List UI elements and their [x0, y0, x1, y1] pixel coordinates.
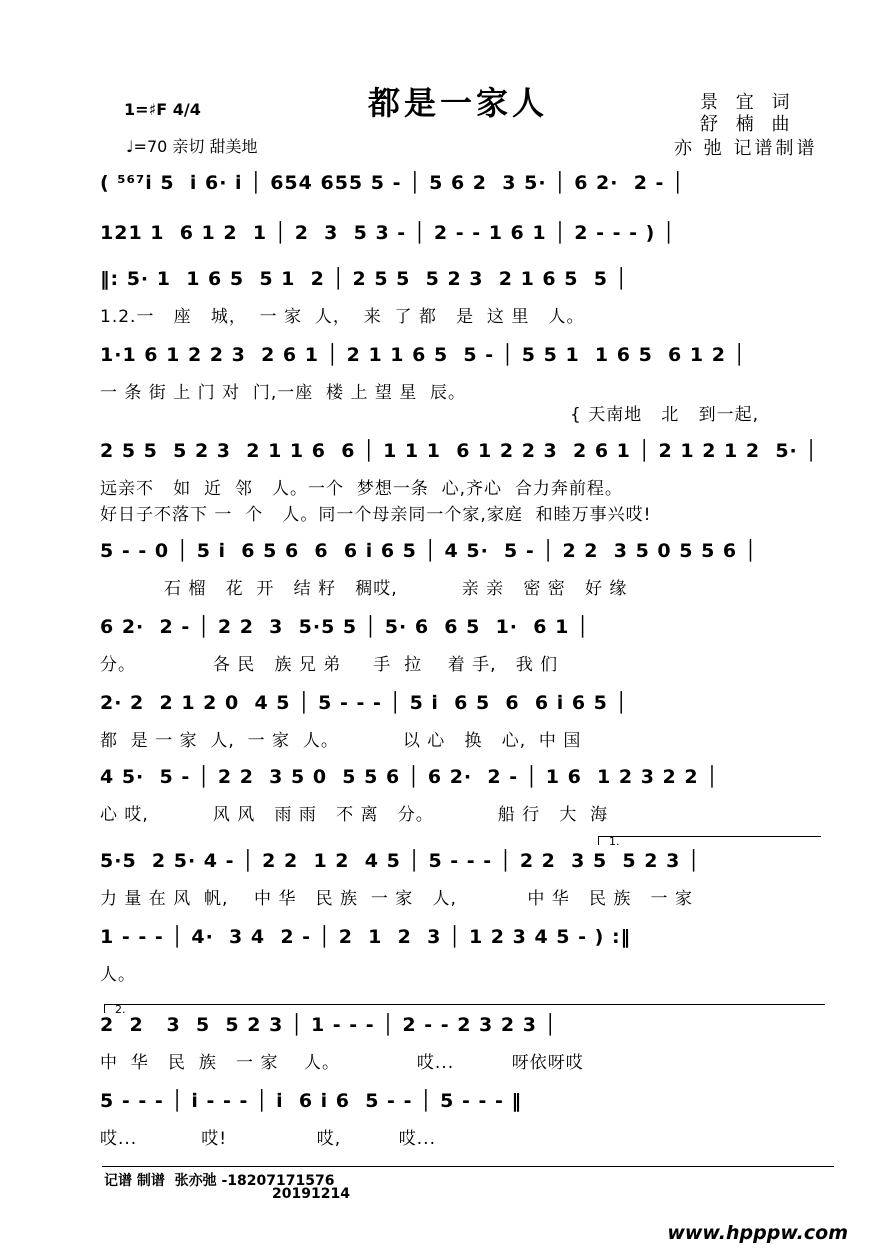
- notation-line: 5 - - - │ i̇ - - - │ i̇ 6 i̇ 6 5 - - │ 5 - - - ‖: [100, 1090, 522, 1112]
- transcriber-credit: 亦 弛 记谱制谱: [674, 138, 818, 159]
- lyric-line: 人。: [100, 965, 136, 985]
- lyric-line: 石 榴 花 开 结 籽 稠哎, 亲 亲 密 密 好 缘: [100, 579, 628, 599]
- key-signature: 1=♯F 4/4: [124, 100, 201, 119]
- watermark: www.hpppw.com: [667, 1222, 848, 1244]
- footer-credit: 记谱 制谱 张亦弛 -18207171576: [104, 1173, 335, 1189]
- notation-line: ( ⁵⁶⁷i̇ 5 i̇ 6· i̇ │ 654 655 5 - │ 5 6 2 3 5· │ 6 2· 2 - │: [100, 172, 685, 194]
- notation-line: 1·1 6 1 2 2 3 2 6 1 │ 2 1 1 6 5 5 - │ 5 5 1 1 6 5 6 1 2 │: [100, 344, 746, 366]
- notation-line: 6 2· 2 - │ 2 2 3 5·5 5 │ 5· 6 6 5 1· 6 1 │: [100, 616, 590, 638]
- footer-date: 20191214: [272, 1186, 350, 1202]
- lyric-line: 哎... 哎! 哎, 哎...: [100, 1129, 436, 1149]
- notation-line: 4 5· 5 - │ 2 2 3 5 0 5 5 6 │ 6 2· 2 - │ 1 6 1 2 3 2 2 │: [100, 766, 719, 788]
- lyric-line: 1.2.一 座 城， 一 家 人， 来 了 都 是 这 里 人。: [100, 307, 585, 327]
- lyric-line-second-verse: { 天南地 北 到一起,: [570, 405, 760, 425]
- lyric-line: 分。 各 民 族 兄 弟 手 拉 着 手, 我 们: [100, 655, 559, 675]
- footer-rule: [102, 1166, 834, 1167]
- second-ending-bracket: [104, 1003, 825, 1016]
- lyric-line-second-verse: 好日子不落下 一 个 人。同一个母亲同一个家,家庭 和睦万事兴哎!: [100, 505, 652, 525]
- second-ending-number: 2.: [115, 1003, 126, 1016]
- lyricist-credit: 景 宜 词: [700, 92, 796, 113]
- tempo-marking: ♩=70 亲切 甜美地: [126, 137, 258, 156]
- lyric-line: 都 是 一 家 人, 一 家 人。 以 心 换 心, 中 国: [100, 731, 582, 751]
- lyric-line: 中 华 民 族 一 家 人。 哎... 呀依呀哎: [100, 1053, 584, 1073]
- composer-credit: 舒 楠 曲: [700, 114, 796, 135]
- notation-line: 2· 2 2 1 2 0 4 5 │ 5 - - - │ 5 i̇ 6 5 6 6 i̇ 6 5 │: [100, 692, 628, 714]
- lyric-line: 力 量 在 风 帆, 中 华 民 族 一 家 人, 中 华 民 族 一 家: [100, 889, 693, 909]
- first-ending-number: 1.: [609, 835, 620, 848]
- notation-line: 121 1 6 1 2 1 │ 2 3 5 3 - │ 2 - - 1 6 1 │ 2 - - - ) │: [100, 222, 676, 244]
- notation-line: 5·5 2 5· 4 - │ 2 2 1 2 4 5 │ 5 - - - │ 2 2 3 5 5 2 3 │: [100, 850, 701, 872]
- lyric-line: 心 哎, 风 风 雨 雨 不 离 分。 船 行 大 海: [100, 805, 609, 825]
- notation-line: 2 2 3 5 5 2 3 │ 1 - - - │ 2 - - 2 3 2 3 │: [100, 1014, 557, 1036]
- lyric-line: 远亲不 如 近 邻 人。一个 梦想一条 心,齐心 合力奔前程。: [100, 479, 623, 499]
- notation-line: 5 - - 0 │ 5 i̇ 6 5 6 6 6 i̇ 6 5 │ 4 5· 5 - │ 2 2 3 5 0 5 5 6 │: [100, 540, 758, 562]
- notation-line: 2 5 5 5 2 3 2 1 1 6 6 │ 1 1 1 6 1 2 2 3 2 6 1 │ 2 1 2 1 2 5· │: [100, 440, 818, 462]
- notation-line: 1 - - - │ 4· 3 4 2 - │ 2 1 2 3 │ 1 2 3 4 5 - ) :‖: [100, 926, 632, 948]
- song-title: 都是一家人: [368, 84, 549, 122]
- first-ending-bracket: [598, 835, 821, 848]
- notation-line: ‖: 5· 1 1 6 5 5 1 2 │ 2 5 5 5 2 3 2 1 6 5 5 │: [100, 268, 628, 290]
- lyric-line: 一 条 街 上 门 对 门,一座 楼 上 望 星 辰。: [100, 383, 467, 403]
